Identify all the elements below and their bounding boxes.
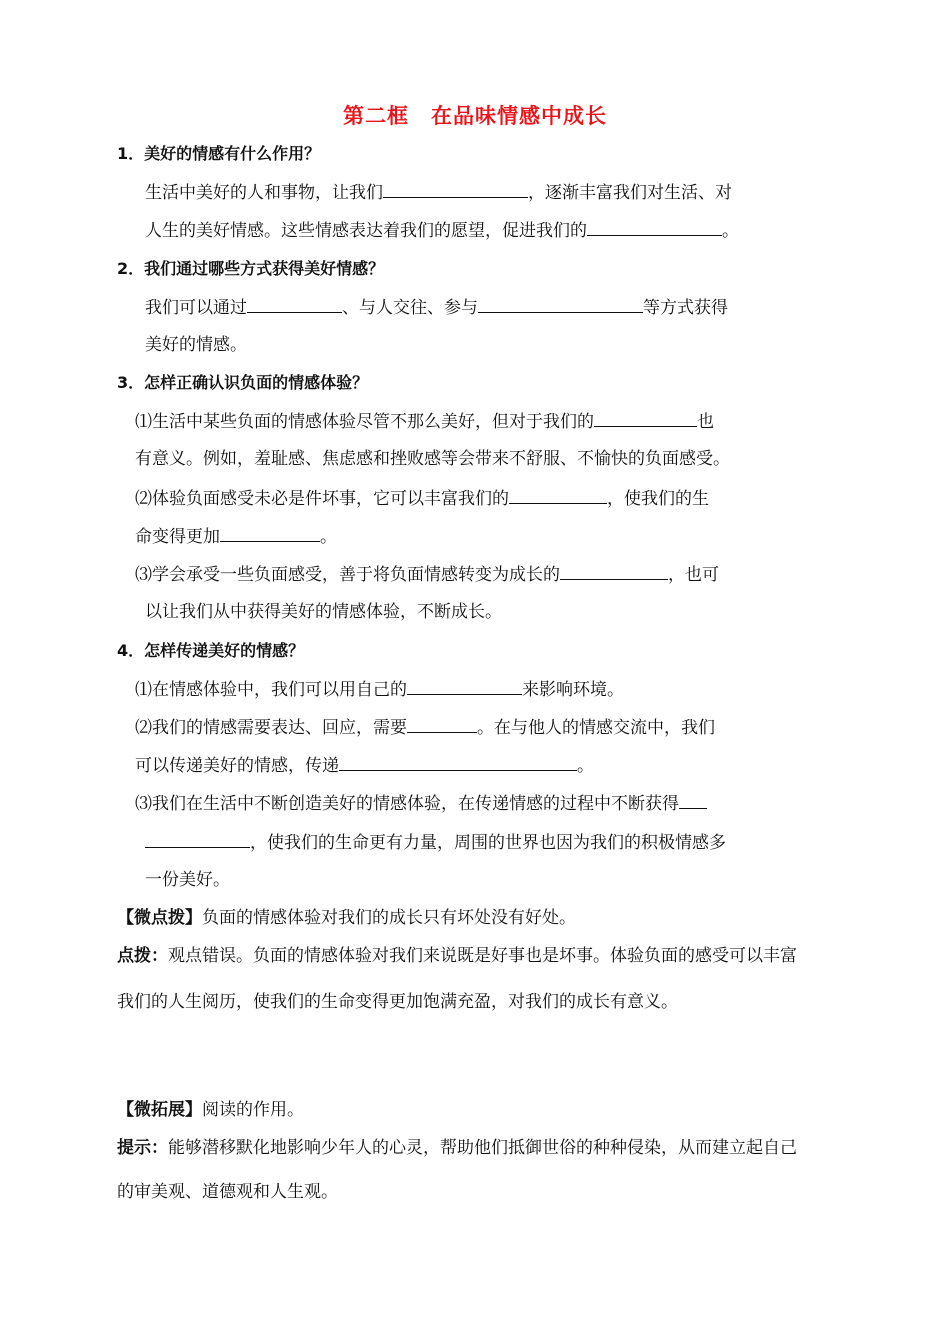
fill-blank[interactable] bbox=[383, 180, 528, 198]
fill-blank[interactable] bbox=[679, 791, 707, 809]
text-segment: 也 bbox=[697, 412, 714, 432]
tip-label: 【微点拨】 bbox=[117, 908, 202, 928]
text-segment: 生活中美好的人和事物，让我们 bbox=[145, 183, 383, 203]
question-4-line-2 bbox=[135, 715, 715, 740]
extension-text: 阅读的作用。 bbox=[202, 1100, 304, 1120]
text-segment: 我们可以通过 bbox=[145, 298, 247, 318]
extension-answer-line-1 bbox=[117, 1136, 797, 1160]
extension-line bbox=[117, 1098, 304, 1122]
text-segment: 。 bbox=[320, 527, 337, 547]
tip-answer-line-2: 我们的人生阅历，使我们的生命变得更加饱满充盈，对我们的成长有意义。 bbox=[117, 992, 678, 1012]
text-segment: 来影响环境。 bbox=[522, 680, 624, 700]
question-4-heading: 4．怎样传递美好的情感？ bbox=[117, 641, 305, 660]
text-segment: ，逐渐丰富我们对生活、对 bbox=[528, 183, 732, 203]
text-segment: 。 bbox=[722, 221, 739, 241]
question-3-line-4 bbox=[135, 524, 337, 549]
text-segment: ⑶我们在生活中不断创造美好的情感体验，在传递情感的过程中不断获得 bbox=[135, 794, 679, 814]
question-3-line-2: 有意义。例如，羞耻感、焦虑感和挫败感等会带来不舒服、不愉快的负面感受。 bbox=[135, 449, 730, 469]
text-segment: 人生的美好情感。这些情感表达着我们的愿望，促进我们的 bbox=[145, 221, 587, 241]
fill-blank[interactable] bbox=[509, 486, 607, 504]
tip-answer-line-1 bbox=[117, 944, 797, 968]
fill-blank[interactable] bbox=[339, 753, 577, 771]
text-segment: 、与人交往、参与 bbox=[342, 298, 478, 318]
extension-label: 【微拓展】 bbox=[117, 1100, 202, 1120]
question-1-line-1 bbox=[145, 180, 732, 205]
fill-blank[interactable] bbox=[145, 830, 250, 848]
question-3-line-5 bbox=[135, 562, 719, 587]
question-4-line-4 bbox=[135, 791, 707, 816]
fill-blank[interactable] bbox=[407, 715, 477, 733]
question-4-line-5 bbox=[145, 830, 726, 855]
question-4-line-1 bbox=[135, 677, 624, 702]
fill-blank[interactable] bbox=[220, 524, 320, 542]
text-segment: ⑴在情感体验中，我们可以用自己的 bbox=[135, 680, 407, 700]
fill-blank[interactable] bbox=[247, 295, 342, 313]
tip-text: 负面的情感体验对我们的成长只有坏处没有好处。 bbox=[202, 908, 576, 928]
tip-answer-text: 观点错误。负面的情感体验对我们来说既是好事也是坏事。体验负面的感受可以丰富 bbox=[168, 946, 797, 966]
fill-blank[interactable] bbox=[407, 677, 522, 695]
text-segment: 。在与他人的情感交流中，我们 bbox=[477, 718, 715, 738]
extension-answer-label: 提示： bbox=[117, 1138, 168, 1158]
text-segment: ，使我们的生 bbox=[607, 489, 709, 509]
question-2-line-1 bbox=[145, 295, 728, 320]
text-segment: 等方式获得 bbox=[643, 298, 728, 318]
question-3-heading: 3．怎样正确认识负面的情感体验？ bbox=[117, 373, 369, 392]
text-segment: ⑵我们的情感需要表达、回应，需要 bbox=[135, 718, 407, 738]
text-segment: ⑶学会承受一些负面感受，善于将负面情感转变为成长的 bbox=[135, 565, 560, 585]
extension-answer-line-2: 的审美观、道德观和人生观。 bbox=[117, 1182, 338, 1202]
question-1-heading: 1．美好的情感有什么作用？ bbox=[117, 144, 321, 163]
fill-blank[interactable] bbox=[587, 218, 722, 236]
question-4-line-6: 一份美好。 bbox=[145, 870, 230, 890]
question-3-line-1 bbox=[135, 409, 714, 434]
text-segment: ⑵体验负面感受未必是件坏事，它可以丰富我们的 bbox=[135, 489, 509, 509]
question-3-line-6: 以让我们从中获得美好的情感体验，不断成长。 bbox=[145, 602, 502, 622]
text-segment: ，使我们的生命更有力量，周围的世界也因为我们的积极情感多 bbox=[250, 833, 726, 853]
fill-blank[interactable] bbox=[560, 562, 668, 580]
fill-blank[interactable] bbox=[478, 295, 643, 313]
text-segment: ⑴生活中某些负面的情感体验尽管不那么美好，但对于我们的 bbox=[135, 412, 594, 432]
fill-blank[interactable] bbox=[594, 409, 697, 427]
text-segment: 命变得更加 bbox=[135, 527, 220, 547]
tip-line bbox=[117, 906, 576, 930]
question-1-line-2 bbox=[145, 218, 739, 243]
text-segment: 。 bbox=[577, 756, 594, 776]
tip-answer-label: 点拨： bbox=[117, 946, 168, 966]
extension-answer-text: 能够潜移默化地影响少年人的心灵，帮助他们抵御世俗的种种侵染，从而建立起自己 bbox=[168, 1138, 797, 1158]
question-2-heading: 2．我们通过哪些方式获得美好情感？ bbox=[117, 259, 385, 278]
question-3-line-3 bbox=[135, 486, 709, 511]
question-2-line-2: 美好的情感。 bbox=[145, 335, 247, 355]
text-segment: 可以传递美好的情感，传递 bbox=[135, 756, 339, 776]
question-4-line-3 bbox=[135, 753, 594, 778]
page-title: 第二框 在品味情感中成长 bbox=[343, 104, 607, 128]
text-segment: ，也可 bbox=[668, 565, 719, 585]
